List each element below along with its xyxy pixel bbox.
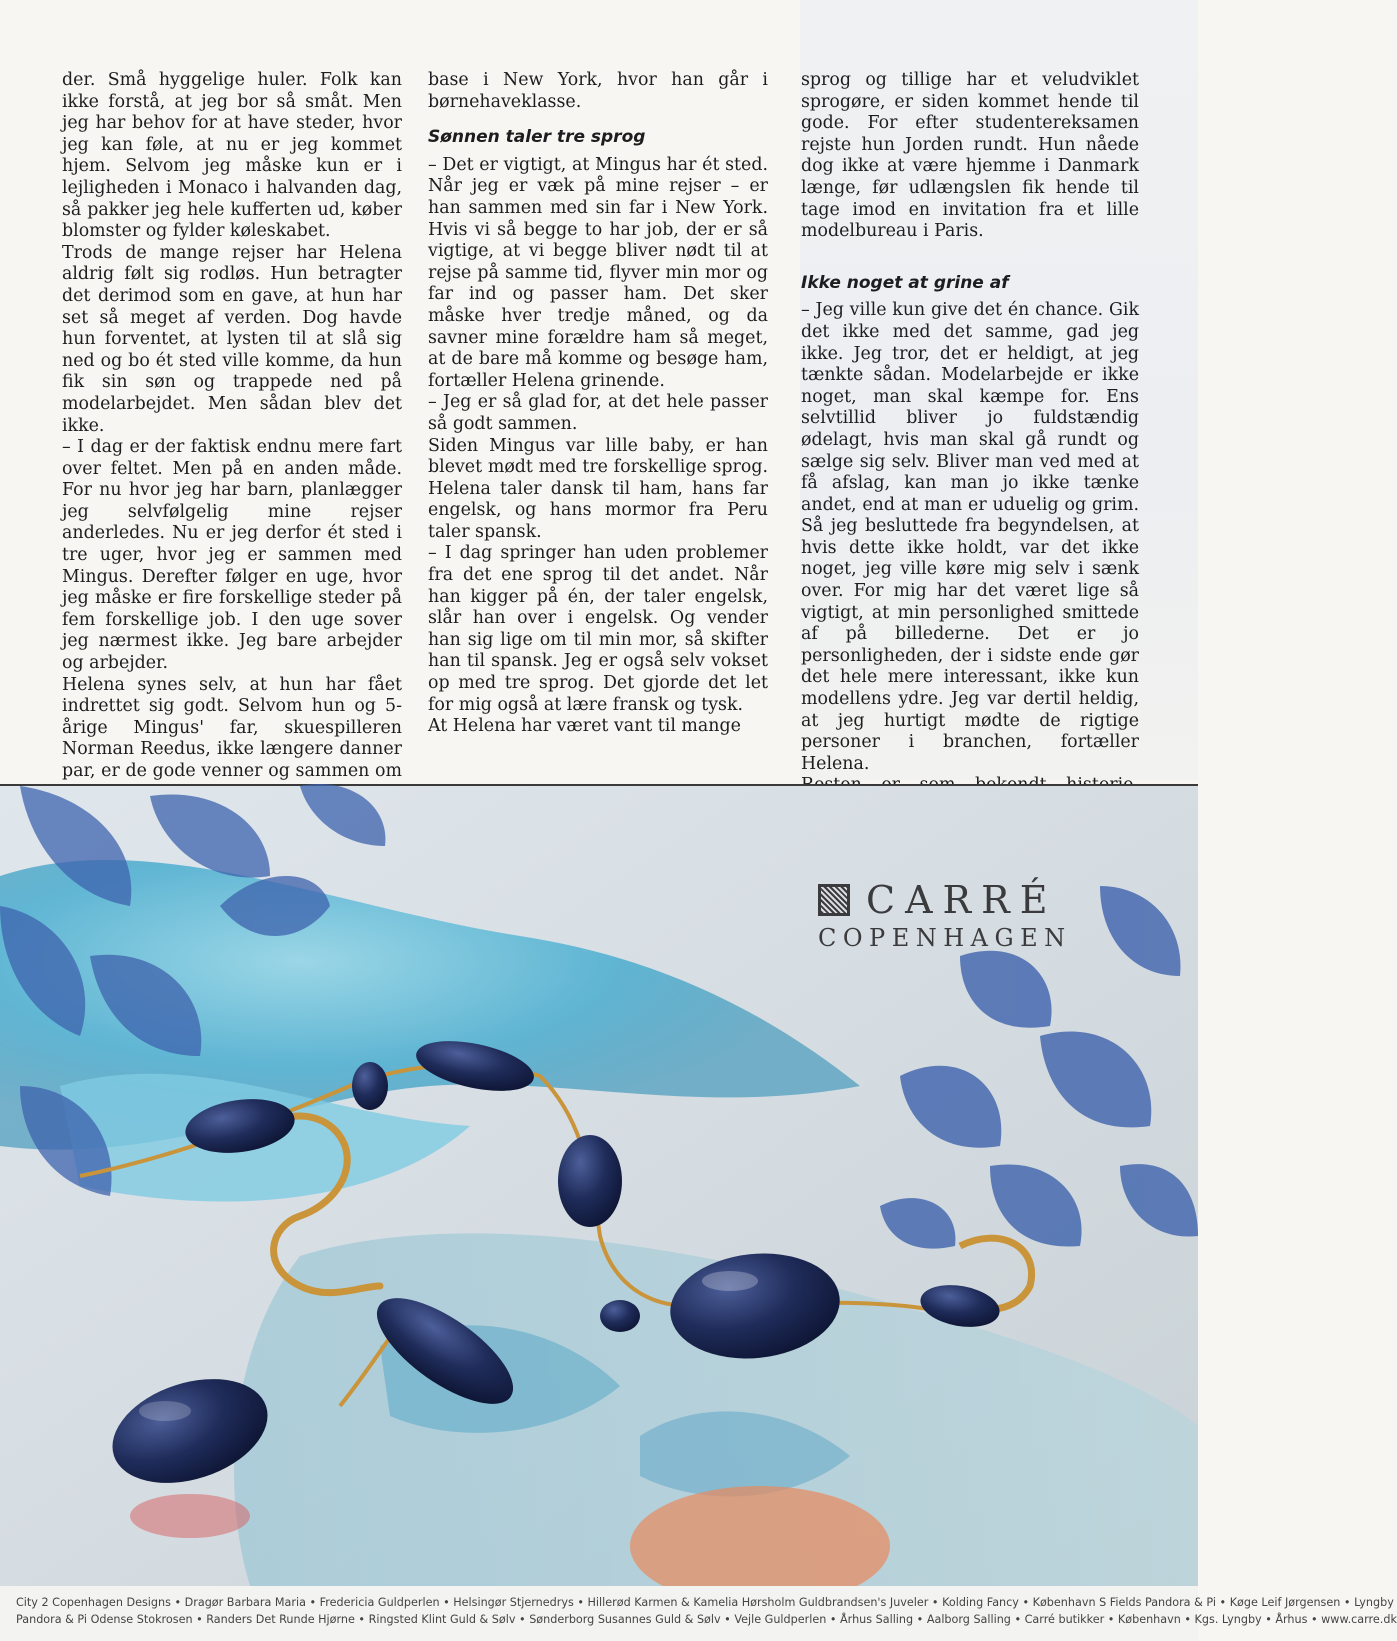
paragraph: – Jeg er så glad for, at det hele passer så godt sammen. [428, 392, 768, 434]
retailer-list: City 2 Copenhagen Designs • Dragør Barbara Maria • Fredericia Guldperlen • Helsingør Stjernedrys • Hillerød Karmen & Kamelia Hørsholm Guldbrandsen's Juveler • Kolding Fancy • København S Fields Pandora & Pi • Køge Leif Jørgensen • Lyngby [16, 1596, 1394, 1609]
section-heading: Ikke noget at grine af [801, 272, 1009, 293]
paragraph: – Det er vigtigt, at Mingus har ét sted. Når jeg er væk på mine rejser – er han sammen med sin far i New York. Hvis vi så begge to har job, der er så vigtige, at vi begge bliver nødt til at rejse på samme tid, flyver min mor og far ind og passer ham. Det sker måske hver tredje måned, og da savner mine forældre ham så meget, at de bare må komme og besøge ham, fortæller Helena grinende. [428, 154, 768, 391]
paragraph: – I dag springer han uden problemer fra det ene sprog til det andet. Når han kigger på én, der taler engelsk, slår han over i engelsk. Og vender han sig lige om til min mor, så skifter han til spansk. Jeg er også selv vokset op med tre sprog. Det gjorde det let for mig også at lære fransk og tysk. [428, 543, 768, 715]
article-column-2 [428, 70, 768, 738]
paragraph: base i New York, hvor han går i børnehaveklasse. [428, 70, 768, 112]
brand-name: CARRÉ [866, 878, 1058, 922]
square-monogram-icon [818, 884, 850, 916]
lapis-bead [352, 1062, 388, 1110]
article-column-3 [801, 70, 1139, 842]
paragraph: Trods de mange rejser har Helena aldrig følt sig rodløs. Hun betragter det derimod som en gave, at hun har set så meget af verden. Dog havde hun forventet, at lysten til at slå sig ned og bo ét sted ville komme, da hun fik sin søn og trappede ned på modelarbejdet. Men sådan blev det ikke. [62, 242, 402, 436]
red-embroidery [130, 1494, 250, 1538]
article-column-1 [62, 70, 402, 804]
lapis-bead [558, 1135, 622, 1227]
paragraph: – Jeg ville kun give det én chance. Gik det ikke med det samme, gad jeg ikke. Jeg tror, det er heldigt, at jeg tænkte sådan. Modelarbejde er ikke noget, man skal kæmpe for. Ens selvtillid bliver jo fuldstændig ødelagt, hvis man skal gå rundt og sælge sig selv. Bliver man ved med at få afslag, kan man jo ikke tænke andet, end at man er uduelig og grim. Så jeg besluttede fra begyndelsen, at hvis dette ikke holdt, var det ikke noget, jeg ville køre mig selv i sænk over. For mig har det været lige så vigtigt, at min personlighed smittede af på billederne. Det er jo personligheden, der i sidste ende gør det hele mere interessant, ikke kun modellens ydre. Jeg var dertil heldig, at jeg hurtigt mødte de rigtige personer i branchen, fortæller Helena. [801, 300, 1139, 774]
retailer-list: Pandora & Pi Odense Stokrosen • Randers Det Runde Hjørne • Ringsted Klint Guld & Sølv • Sønderborg Susannes Guld & Sølv • Vejle Guldperlen • Århus Salling • Aalborg Salling • Carré butikker • København • Kgs. Lyngby • Århus • www.carre.dk [16, 1613, 1397, 1626]
paragraph: Siden Mingus var lille baby, er han blevet mødt med tre forskellige sprog. Helena taler dansk til ham, hans far engelsk, og hans mormor fra Peru taler spansk. [428, 435, 768, 542]
stone-highlight [702, 1271, 758, 1291]
brand-logo [818, 880, 1138, 952]
brand-city: COPENHAGEN [818, 924, 1072, 952]
lapis-bead [600, 1300, 640, 1332]
paragraph: sprog og tillige har et veludviklet sprogøre, er siden kommet hende til gode. For efter studentereksamen rejste hun Jorden rundt. Hun nåede dog ikke at være hjemme i Danmark længe, før udlængslen fik hende til tage imod en invitation fra et lille modelbureau i Paris. [801, 70, 1139, 242]
section-heading: Sønnen taler tre sprog [428, 127, 646, 148]
paragraph: – I dag er der faktisk endnu mere fart over feltet. Men på en anden måde. For nu hvor jeg har barn, planlægger jeg selvfølgelig mine rejser anderledes. Nu er jeg derfor ét sted i tre uger, hvor jeg er sammen med Mingus. Derefter følger en uge, hvor jeg måske er fire forskellige steder på fem forskellige job. I den uge sover jeg nærmest ikke. Jeg bare arbejder og arbejder. [62, 437, 402, 674]
paragraph: Helena synes selv, at hun har fået indrettet sig godt. Selvom hun og 5-årige Mingus' far, skuespilleren Norman Reedus, ikke længere danner par, er de gode venner og sammen om [62, 674, 402, 781]
paragraph: At Helena har været vant til mange [428, 716, 741, 737]
paragraph: der. Små hyggelige huler. Folk kan ikke forstå, at jeg bor så småt. Men jeg har behov for at have steder, hvor jeg kan føle, at nu er jeg kommet hjem. Selvom jeg måske kun er i lejligheden i Monaco i halvanden dag, så pakker jeg hele kufferten ud, køber blomster og fylder køleskabet. [62, 70, 402, 242]
retailer-footer [0, 1586, 1397, 1641]
stone-highlight [139, 1401, 191, 1421]
